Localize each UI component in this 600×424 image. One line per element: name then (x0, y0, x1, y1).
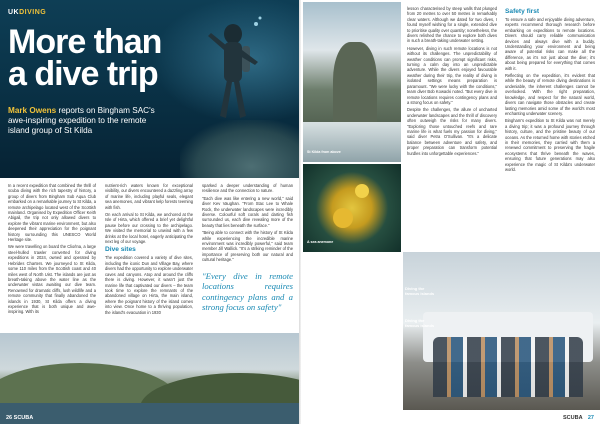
caption-photo-b: A sea anemone (307, 240, 334, 244)
diver-silhouette-icon (198, 16, 268, 126)
subhead-safety-first: Safety first (505, 8, 540, 15)
column-2: nutrient-rich waters known for exceptional visibility, our divers encountered a dazzling array of marine life, including playful seals, elegant sea anemones, and vibrant kelp forests teeming with fish. On each arrival to St Kilda, we anchored at the Isle of Hirta, which offered a brief yet delightful pause before our crossing to the archipelago. We visited the memorial to unwind with a few drinks at the local hotel, eagerly anticipating the next leg of our voyage. Dive sites The expedition covered a variety of dive sites, including the iconic Dun and Village Bay, where divers had the opportunity to explore underwater caves and canyons. Atop and around the cliffs there is diving. However, it wasn't just the marine life that captivated our divers – the team took time to explore the remnants of the abandoned village on Hirta, the main island, where the poignant history of the island comes into view. Once home to a thriving population, the island's evacuation in 1930 (105, 183, 193, 315)
column-5: Safety first To ensure a safe and enjoyable diving adventure, experts recommend thorough research before embarking on expeditions to remote locations. Divers should carry reliable communication devices and always dive with a buddy. Understanding your environment and being aware of potential risks can make all the difference, as it's not just about the dive; it's about being prepared for everything that comes with it. Reflecting on the expedition, it's evident that while the beauty of remote diving destinations is undeniable, the inherent challenges cannot be overlooked. With the right preparation, knowledge, and respect for the natural world, divers can navigate those obstacles and create lasting memories amid some of the world's most enchanting underwater scenery. Bingham's expedition to St Kilda was not merely a diving trip; it was a profound journey through history, culture, and the pristine beauty of our oceans. As the returned home with stories etched in their memories, they carried with them a renewed commitment to preserving the fragile ecosystems that thrive beneath the waves, ensuring that future generations may also experience the magic of St Kilda's underwater world. (505, 8, 595, 172)
caption-photo-d: Diving the famous islands (405, 318, 435, 328)
column-3: sparked a deeper understanding of human resilience and the connection to nature. "Each dive was like entering a new world," said diver Kev Vaughan. "From Stac Lee to Whale Rock, the underwater landscapes were incredibly diverse. Colourful soft corals and darting fish surrounded us, each dive revealing more of the beauty that lies beneath the surface." "Being able to connect with the history of St Kilda while experiencing the incredible marine environment was incredibly powerful," said team member Jill Wallick. "It's a striking reminder of the importance of preserving both our natural and cultural heritage." "Every dive in remote locations requires contingency plans and a strong focus on safety" (202, 183, 293, 313)
group-boat-photo (403, 252, 600, 410)
left-page (0, 0, 299, 424)
sea-stack-photo (303, 2, 401, 162)
section-tag: UKDIVING (8, 9, 47, 16)
headline: More than a dive trip (8, 23, 162, 93)
column-4: lesson characterised by steep walls that plunged from 20 metres to over 50 metres in remarkably clear waters. Although we dated for two dives, I found myself wishing for a single, extended dive to prioritise quality over quantity; nonetheless, the divers relished the chance to explore both dives in such a breath-taking underwater setting. However, diving in such remote locations is not without its challenges. The unpredictability of weather conditions can prompt significant risks, turning a calm day into an unpredictable adventure. While the divers enjoyed favourable weather during their trip, the reality of diving in isolated settings means preparation is paramount. "We were lucky with the conditions," team diver Bob Kowacki noted. "But every dive in remote locations requires contingency plans and a strong focus on safety." Despite the challenges, the allure of uncharted underwater landscapes and the thrill of discovery often outweigh the risks for many divers. "Exploring those untouched reefs and rare marine life is what fuels my passion for diving," said diver Petra O'Sullivan. "It's a delicate balance between adventure and safety, and proper preparation can transform potential hurdles into unforgettable experiences." (407, 6, 497, 156)
page-number-left: 26 SCUBA (6, 415, 34, 421)
column-1: In a recent expedition that combined the thrill of scuba diving with the rich tapestry of history, a group of divers from Bingham Sub Aqua Club embarked on a remarkable journey to St Kilda, a remote archipelago located west of the Scottish mainland. Organised by Expedition Officer Keith Abigail, the trip not only allowed divers to explore the vibrant marine environment, but also deepened their appreciation for the poignant history surrounding this UNESCO World Heritage site. We were travelling on board the Clio/Ina, a large steel-hulled trawler converted for diving expeditions in 2024, owned and operated by Hebrides Charters. We journeyed to St Kilda, some 110 miles from the Scottish coast and 40 miles west of North Uist. The islands are just as breath-taking above the water line as the underwater vistas awaiting our dive team. Renowned for dramatic cliffs, lush wildlife and a remote community that finally abandoned the islands in 1930, St Kilda offers a diving experience that is both unique and awe-inspiring. With its (8, 183, 96, 315)
author-name: Mark Owens (8, 106, 57, 115)
page-number-right: SCUBA 27 (562, 415, 594, 421)
standfirst: Mark Owens reports on Bingham SAC's awe-inspiring expedition to the remote island group of St Kilda (8, 106, 155, 135)
column-6 (505, 6, 595, 251)
seabed (180, 120, 299, 178)
anemone-photo (303, 164, 401, 252)
caption-photo-c: Diving the famous islands (405, 286, 435, 296)
caption-photo-a: St Kilda from above (307, 150, 341, 154)
subhead-dive-sites: Dive sites (105, 246, 136, 254)
island-landscape-photo (0, 333, 299, 424)
pull-quote: "Every dive in remote locations requires contingency plans and a strong focus on safety" (202, 270, 293, 313)
hero-photo (0, 0, 299, 178)
